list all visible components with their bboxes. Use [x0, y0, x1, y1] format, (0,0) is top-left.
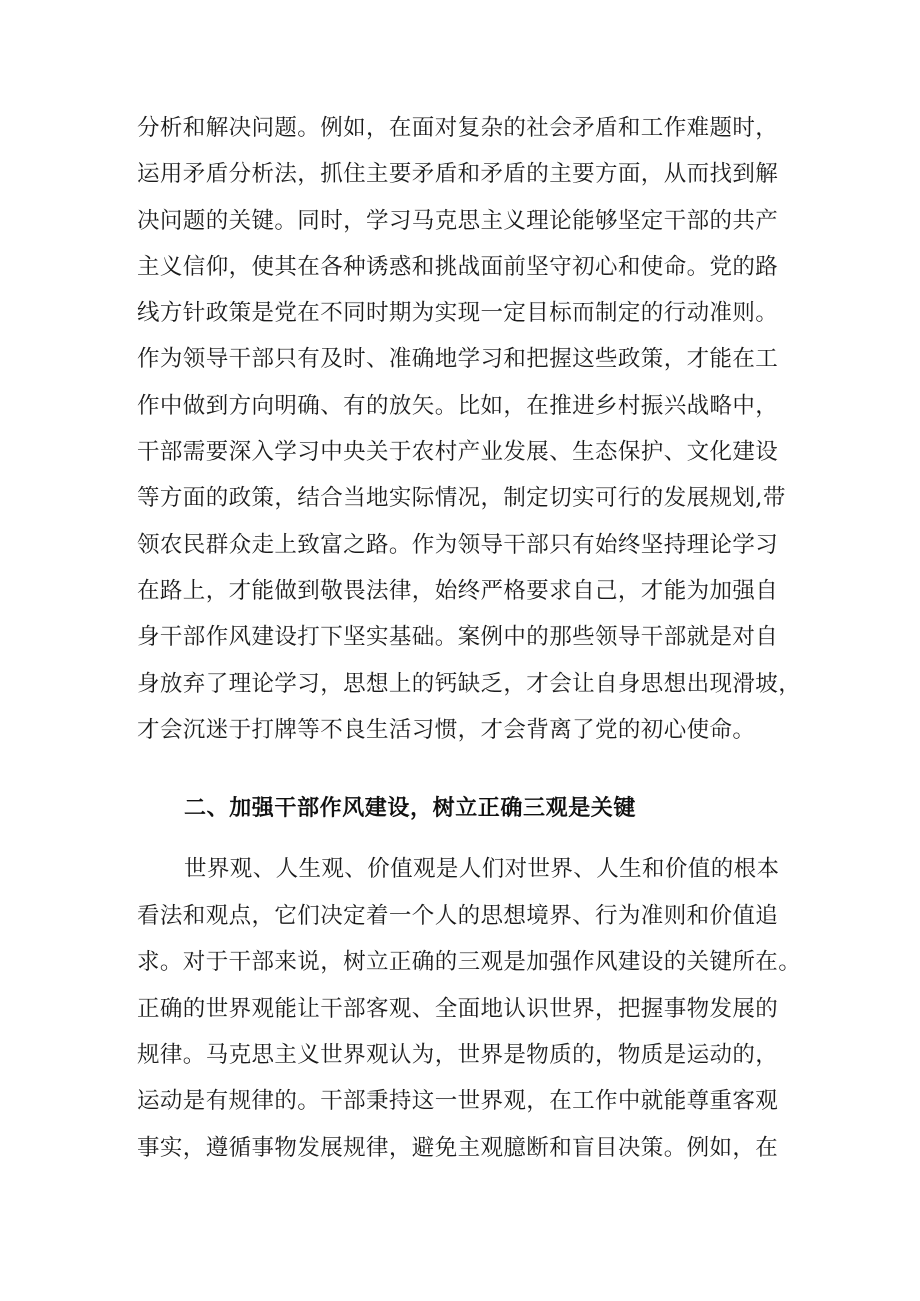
body-text-line: 主义信仰，使其在各种诱惑和挑战面前坚守初心和使命。党的路 [137, 254, 779, 280]
body-text-line: 求。对于干部来说，树立正确的三观是加强作风建设的关键所在。 [137, 949, 802, 975]
body-text-line: 世界观、人生观、价值观是人们对世界、人生和价值的根本 [184, 856, 780, 882]
body-text-line: 决问题的关键。同时，学习马克思主义理论能够坚定干部的共产 [137, 208, 779, 234]
section-heading: 二、加强干部作风建设，树立正确三观是关键 [184, 796, 637, 821]
body-text-line: 作中做到方向明确、有的放矢。比如，在推进乡村振兴战略中， [137, 393, 779, 419]
body-text-line: 事实，遵循事物发展规律，避免主观臆断和盲目决策。例如，在 [137, 1135, 779, 1161]
body-text-line: 干部需要深入学习中央关于农村产业发展、生态保护、文化建设 [137, 439, 779, 465]
body-text-line: 身放弃了理论学习，思想上的钙缺乏，才会让自身思想出现滑坡， [137, 671, 802, 697]
body-text-line: 正确的世界观能让干部客观、全面地认识世界，把握事物发展的 [137, 996, 779, 1022]
body-text-line: 规律。马克思主义世界观认为，世界是物质的，物质是运动的， [137, 1042, 779, 1068]
body-text-line: 看法和观点，它们决定着一个人的思想境界、行为准则和价值追 [137, 903, 779, 929]
body-text-line: 分析和解决问题。例如，在面对复杂的社会矛盾和工作难题时， [137, 115, 779, 141]
body-text-line: 等方面的政策，结合当地实际情况，制定切实可行的发展规划,带 [137, 485, 786, 511]
body-text-line: 运用矛盾分析法，抓住主要矛盾和矛盾的主要方面，从而找到解 [137, 161, 779, 187]
body-text-line: 身干部作风建设打下坚实基础。案例中的那些领导干部就是对自 [137, 624, 779, 650]
body-text-line: 才会沉迷于打牌等不良生活习惯，才会背离了党的初心使命。 [137, 717, 756, 743]
body-text-line: 线方针政策是党在不同时期为实现一定目标而制定的行动准则。 [137, 300, 779, 326]
body-text-line: 领农民群众走上致富之路。作为领导干部只有始终坚持理论学习 [137, 532, 779, 558]
body-text-line: 运动是有规律的。干部秉持这一世界观，在工作中就能尊重客观 [137, 1088, 779, 1114]
body-text-line: 在路上，才能做到敬畏法律，始终严格要求自己，才能为加强自 [137, 578, 779, 604]
body-text-line: 作为领导干部只有及时、准确地学习和把握这些政策，才能在工 [137, 346, 779, 372]
